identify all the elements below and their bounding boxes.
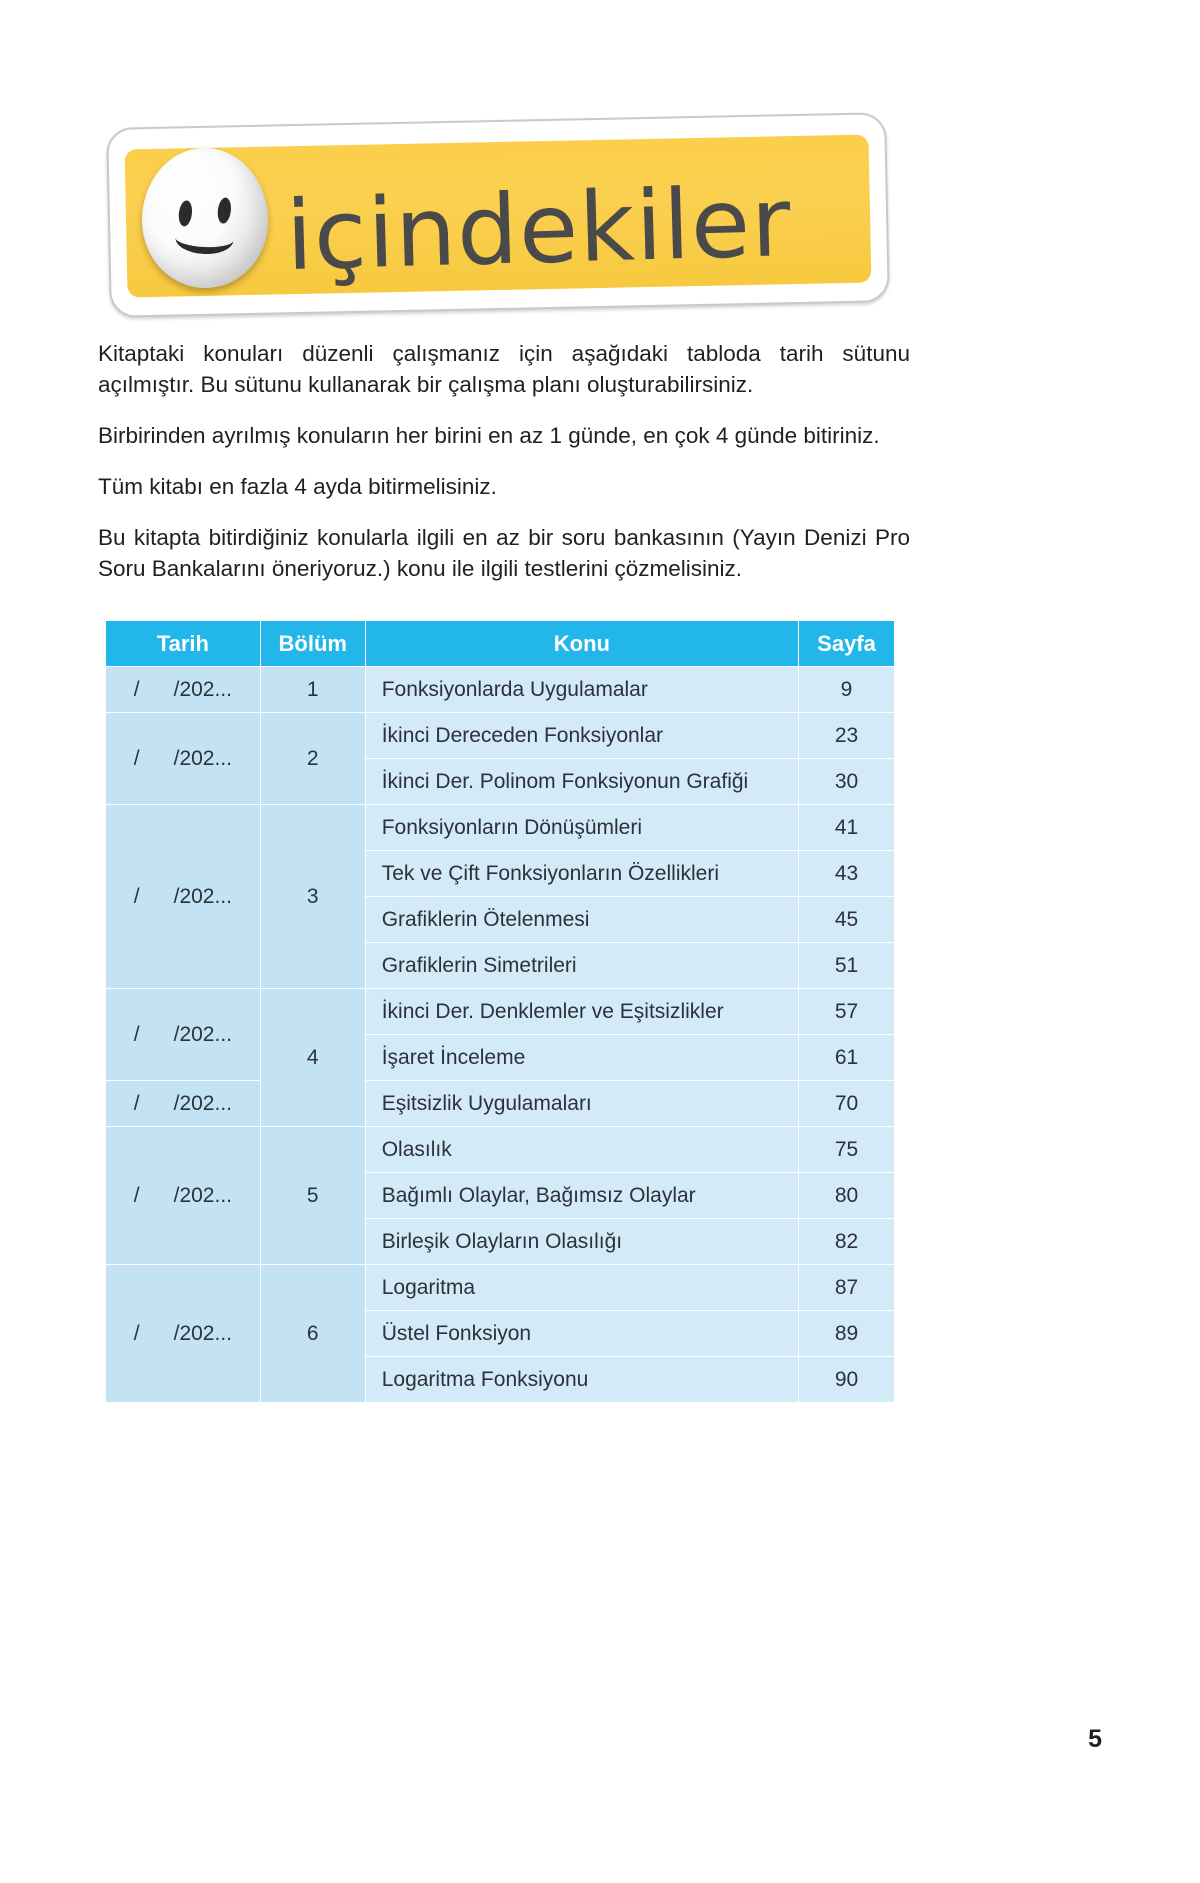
table-row: [106, 989, 895, 1035]
page-title: içindekiler: [284, 166, 793, 293]
intro-paragraph-4: Bu kitapta bitirdiğiniz konularla ilgili en az bir soru bankasının (Yayın Denizi Pro Soru Bankalarını öneriyoruz.) konu ile ilgili testlerini çözmelisiniz.: [98, 525, 910, 581]
cell-date[interactable]: / /202...: [106, 1265, 261, 1403]
cell-chapter: 5: [260, 1127, 365, 1265]
column-header-tarih: Tarih: [106, 621, 261, 667]
cell-date[interactable]: / /202...: [106, 1081, 261, 1127]
column-header-konu: Konu: [365, 621, 798, 667]
table-row: [106, 1081, 895, 1127]
cell-topic: Eşitsizlik Uygulamaları: [365, 1081, 798, 1127]
cell-topic: Grafiklerin Ötelenmesi: [365, 897, 798, 943]
cell-topic: İkinci Dereceden Fonksiyonlar: [365, 713, 798, 759]
table-header-row: [106, 621, 895, 667]
cell-page: 75: [799, 1127, 895, 1173]
toc-banner: [108, 120, 888, 315]
cell-page: 57: [799, 989, 895, 1035]
column-header-bolum: Bölüm: [260, 621, 365, 667]
cell-page: 90: [799, 1357, 895, 1403]
cell-chapter: 1: [260, 667, 365, 713]
column-header-sayfa: Sayfa: [799, 621, 895, 667]
cell-page: 41: [799, 805, 895, 851]
cell-page: 70: [799, 1081, 895, 1127]
cell-date[interactable]: / /202...: [106, 805, 261, 989]
table-row: [106, 667, 895, 713]
cell-date[interactable]: / /202...: [106, 1127, 261, 1265]
cell-topic: İkinci Der. Polinom Fonksiyonun Grafiği: [365, 759, 798, 805]
table-row: [106, 805, 895, 851]
table-of-contents: [105, 620, 895, 1403]
cell-topic: İkinci Der. Denklemler ve Eşitsizlikler: [365, 989, 798, 1035]
smiley-right-eye-icon: [216, 197, 232, 224]
cell-topic: Üstel Fonksiyon: [365, 1311, 798, 1357]
intro-paragraph-2: Birbirinden ayrılmış konuların her birini en az 1 günde, en çok 4 günde bitiriniz.: [98, 423, 880, 448]
cell-topic: Logaritma Fonksiyonu: [365, 1357, 798, 1403]
cell-page: 80: [799, 1173, 895, 1219]
cell-date[interactable]: / /202...: [106, 989, 261, 1081]
cell-page: 30: [799, 759, 895, 805]
cell-topic: Fonksiyonlarda Uygulamalar: [365, 667, 798, 713]
intro-text-block: [98, 338, 910, 584]
cell-chapter: 6: [260, 1265, 365, 1403]
cell-page: 51: [799, 943, 895, 989]
cell-chapter: 2: [260, 713, 365, 805]
cell-chapter: 3: [260, 805, 365, 989]
cell-topic: Tek ve Çift Fonksiyonların Özellikleri: [365, 851, 798, 897]
cell-topic: Birleşik Olayların Olasılığı: [365, 1219, 798, 1265]
cell-date[interactable]: / /202...: [106, 667, 261, 713]
cell-page: 23: [799, 713, 895, 759]
cell-topic: Logaritma: [365, 1265, 798, 1311]
table-row: [106, 1265, 895, 1311]
cell-topic: Fonksiyonların Dönüşümleri: [365, 805, 798, 851]
smiley-mouth-icon: [175, 223, 234, 256]
cell-date[interactable]: / /202...: [106, 713, 261, 805]
cell-topic: Bağımlı Olaylar, Bağımsız Olaylar: [365, 1173, 798, 1219]
cell-page: 43: [799, 851, 895, 897]
cell-page: 9: [799, 667, 895, 713]
intro-paragraph-1: Kitaptaki konuları düzenli çalışmanız için aşağıdaki tabloda tarih sütunu açılmıştır. Bu sütunu kullanarak bir çalışma planı oluşturabilirsiniz.: [98, 341, 910, 397]
table-header: [106, 621, 895, 667]
cell-topic: İşaret İnceleme: [365, 1035, 798, 1081]
cell-page: 61: [799, 1035, 895, 1081]
table-row: [106, 1127, 895, 1173]
table-body: [106, 667, 895, 1403]
cell-chapter: 4: [260, 989, 365, 1127]
cell-topic: Grafiklerin Simetrileri: [365, 943, 798, 989]
page-number: 5: [1088, 1725, 1102, 1753]
cell-page: 87: [799, 1265, 895, 1311]
cell-page: 45: [799, 897, 895, 943]
cell-page: 82: [799, 1219, 895, 1265]
table-row: [106, 713, 895, 759]
cell-page: 89: [799, 1311, 895, 1357]
intro-paragraph-3: Tüm kitabı en fazla 4 ayda bitirmelisiniz.: [98, 474, 497, 499]
cell-topic: Olasılık: [365, 1127, 798, 1173]
